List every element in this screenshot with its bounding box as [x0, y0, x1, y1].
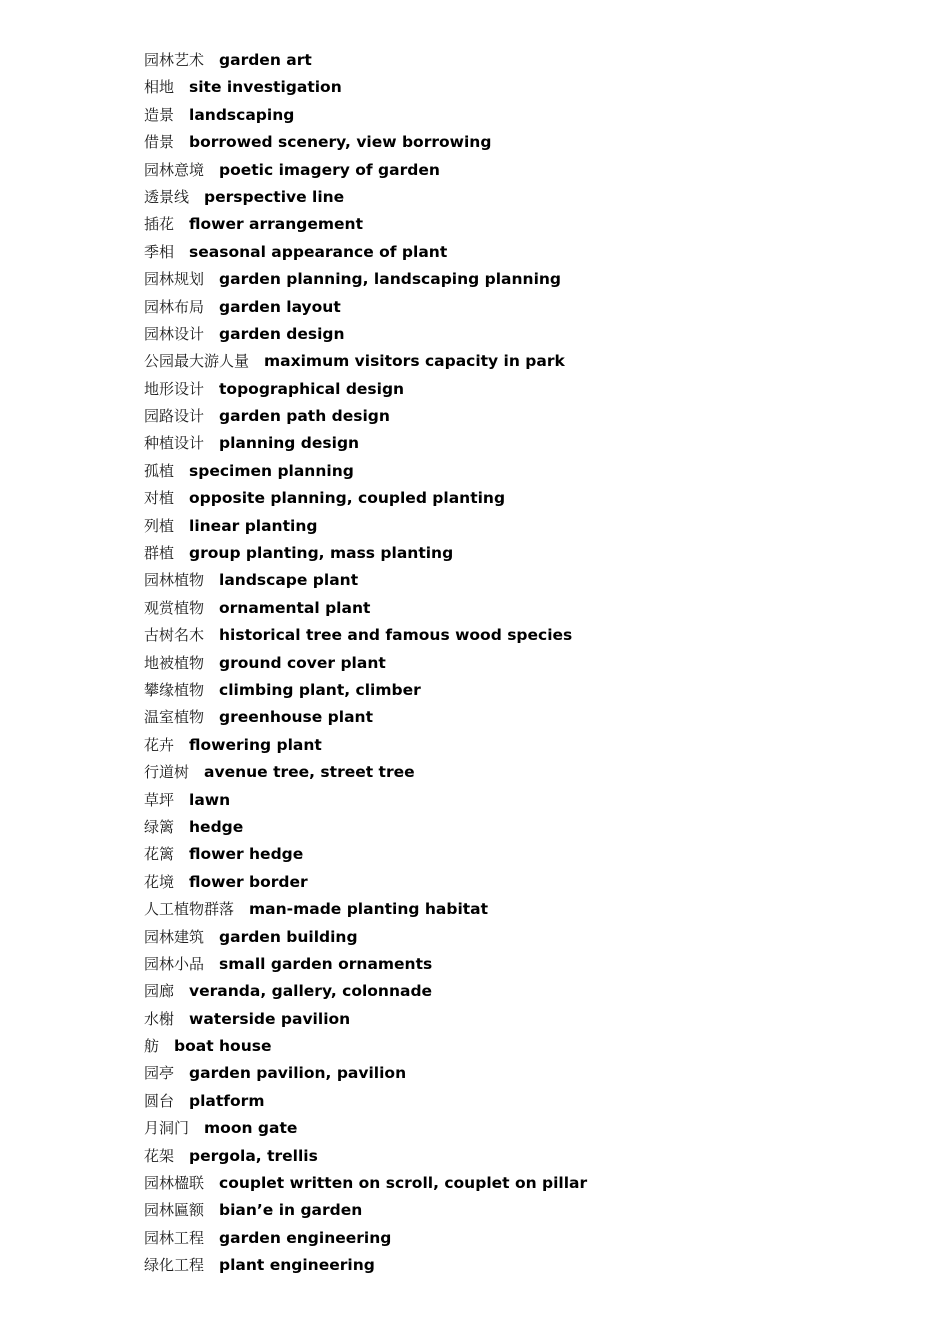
english-term: bian’e in garden [219, 1201, 363, 1220]
chinese-term: 温室植物 [144, 708, 205, 727]
glossary-entry [144, 47, 587, 74]
english-term: couplet written on scroll, couplet on pillar [219, 1174, 588, 1193]
chinese-term: 园林小品 [144, 954, 205, 973]
english-term: boat house [174, 1037, 272, 1056]
glossary-entry [144, 376, 587, 403]
english-term: ornamental plant [219, 598, 371, 617]
english-term: historical tree and famous wood species [219, 626, 573, 645]
glossary-entry [144, 348, 587, 375]
chinese-term: 人工植物群落 [144, 900, 235, 919]
english-term: poetic imagery of garden [219, 160, 440, 179]
glossary-entry [144, 513, 587, 540]
english-term: man-made planting habitat [249, 900, 489, 919]
english-term: seasonal appearance of plant [189, 242, 448, 261]
chinese-term: 园林意境 [144, 160, 205, 179]
glossary-entry [144, 567, 587, 594]
glossary-entry [144, 951, 587, 978]
chinese-term: 水榭 [144, 1009, 175, 1028]
chinese-term: 园林建筑 [144, 927, 205, 946]
english-term: platform [189, 1091, 265, 1110]
english-term: waterside pavilion [189, 1009, 351, 1028]
glossary-entry [144, 595, 587, 622]
glossary-entry [144, 239, 587, 266]
english-term: garden art [219, 51, 312, 69]
chinese-term: 园路设计 [144, 407, 205, 426]
english-term: flowering plant [189, 735, 322, 754]
english-term: flower hedge [189, 845, 304, 864]
glossary-entry [144, 1197, 587, 1224]
glossary-entry [144, 1143, 587, 1170]
chinese-term: 插花 [144, 215, 175, 234]
glossary-entry [144, 1252, 587, 1279]
chinese-term: 园林楹联 [144, 1174, 205, 1193]
chinese-term: 园廊 [144, 982, 175, 1001]
chinese-term: 园亭 [144, 1064, 175, 1083]
english-term: garden engineering [219, 1228, 392, 1247]
english-term: landscaping [189, 105, 295, 124]
english-term: plant engineering [219, 1256, 375, 1275]
english-term: flower arrangement [189, 215, 363, 234]
glossary-entry [144, 458, 587, 485]
english-term: specimen planning [189, 461, 354, 480]
english-term: climbing plant, climber [219, 680, 421, 699]
chinese-term: 群植 [144, 544, 175, 563]
english-term: maximum visitors capacity in park [264, 352, 565, 371]
english-term: garden path design [219, 407, 390, 426]
glossary-entry [144, 1006, 587, 1033]
glossary-entry [144, 814, 587, 841]
glossary-entry [144, 924, 587, 951]
english-term: garden layout [219, 297, 341, 316]
chinese-term: 季相 [144, 242, 175, 261]
glossary-entry [144, 157, 587, 184]
glossary-entry [144, 759, 587, 786]
english-term: topographical design [219, 379, 405, 398]
chinese-term: 园林艺术 [144, 51, 205, 69]
glossary-entry [144, 1088, 587, 1115]
chinese-term: 对植 [144, 489, 175, 508]
chinese-term: 花卉 [144, 735, 175, 754]
chinese-term: 花境 [144, 872, 175, 891]
chinese-term: 观赏植物 [144, 598, 205, 617]
glossary-entry [144, 841, 587, 868]
glossary-entry [144, 211, 587, 238]
chinese-term: 相地 [144, 78, 175, 97]
chinese-term: 古树名木 [144, 626, 205, 645]
glossary-entry [144, 321, 587, 348]
glossary-entry [144, 1060, 587, 1087]
english-term: garden pavilion, pavilion [189, 1064, 407, 1083]
chinese-term: 公园最大游人量 [144, 352, 250, 371]
english-term: hedge [189, 817, 244, 836]
chinese-term: 绿篱 [144, 817, 175, 836]
chinese-term: 园林规划 [144, 270, 205, 289]
glossary-entry [144, 430, 587, 457]
glossary-entry [144, 1033, 587, 1060]
chinese-term: 地形设计 [144, 379, 205, 398]
english-term: planning design [219, 434, 360, 453]
english-term: site investigation [189, 78, 342, 97]
chinese-term: 绿化工程 [144, 1256, 205, 1275]
chinese-term: 草坪 [144, 790, 175, 809]
glossary-entry [144, 102, 587, 129]
english-term: small garden ornaments [219, 954, 433, 973]
english-term: borrowed scenery, view borrowing [189, 133, 492, 152]
glossary-entry [144, 403, 587, 430]
glossary-entry [144, 485, 587, 512]
english-term: opposite planning, coupled planting [189, 489, 506, 508]
glossary-entry [144, 896, 587, 923]
english-term: garden design [219, 324, 345, 343]
glossary-entry [144, 184, 587, 211]
english-term: perspective line [204, 187, 345, 206]
chinese-term: 种植设计 [144, 434, 205, 453]
english-term: avenue tree, street tree [204, 763, 415, 782]
glossary-entry [144, 787, 587, 814]
glossary-entry [144, 869, 587, 896]
english-term: garden building [219, 927, 358, 946]
glossary-entry [144, 1115, 587, 1142]
chinese-term: 舫 [144, 1037, 160, 1056]
chinese-term: 攀缘植物 [144, 680, 205, 699]
glossary-entry [144, 622, 587, 649]
glossary-list [144, 47, 587, 1280]
chinese-term: 孤植 [144, 461, 175, 480]
english-term: flower border [189, 872, 308, 891]
chinese-term: 花架 [144, 1146, 175, 1165]
glossary-entry [144, 294, 587, 321]
chinese-term: 园林布局 [144, 297, 205, 316]
english-term: landscape plant [219, 571, 359, 590]
english-term: moon gate [204, 1119, 298, 1138]
chinese-term: 圆台 [144, 1091, 175, 1110]
chinese-term: 花篱 [144, 845, 175, 864]
glossary-entry [144, 704, 587, 731]
glossary-entry [144, 978, 587, 1005]
english-term: ground cover plant [219, 653, 386, 672]
glossary-entry [144, 650, 587, 677]
chinese-term: 透景线 [144, 187, 190, 206]
glossary-entry [144, 732, 587, 759]
english-term: linear planting [189, 516, 318, 535]
english-term: greenhouse plant [219, 708, 373, 727]
chinese-term: 列植 [144, 516, 175, 535]
glossary-entry [144, 266, 587, 293]
english-term: pergola, trellis [189, 1146, 318, 1165]
chinese-term: 借景 [144, 133, 175, 152]
chinese-term: 园林工程 [144, 1228, 205, 1247]
english-term: garden planning, landscaping planning [219, 270, 562, 289]
chinese-term: 园林设计 [144, 324, 205, 343]
english-term: group planting, mass planting [189, 544, 454, 563]
chinese-term: 行道树 [144, 763, 190, 782]
glossary-entry [144, 1170, 587, 1197]
chinese-term: 园林匾额 [144, 1201, 205, 1220]
glossary-entry [144, 1225, 587, 1252]
glossary-entry [144, 74, 587, 101]
english-term: veranda, gallery, colonnade [189, 982, 433, 1001]
english-term: lawn [189, 790, 231, 809]
glossary-entry [144, 540, 587, 567]
glossary-entry [144, 677, 587, 704]
chinese-term: 园林植物 [144, 571, 205, 590]
chinese-term: 造景 [144, 105, 175, 124]
chinese-term: 月洞门 [144, 1119, 190, 1138]
glossary-entry [144, 129, 587, 156]
chinese-term: 地被植物 [144, 653, 205, 672]
